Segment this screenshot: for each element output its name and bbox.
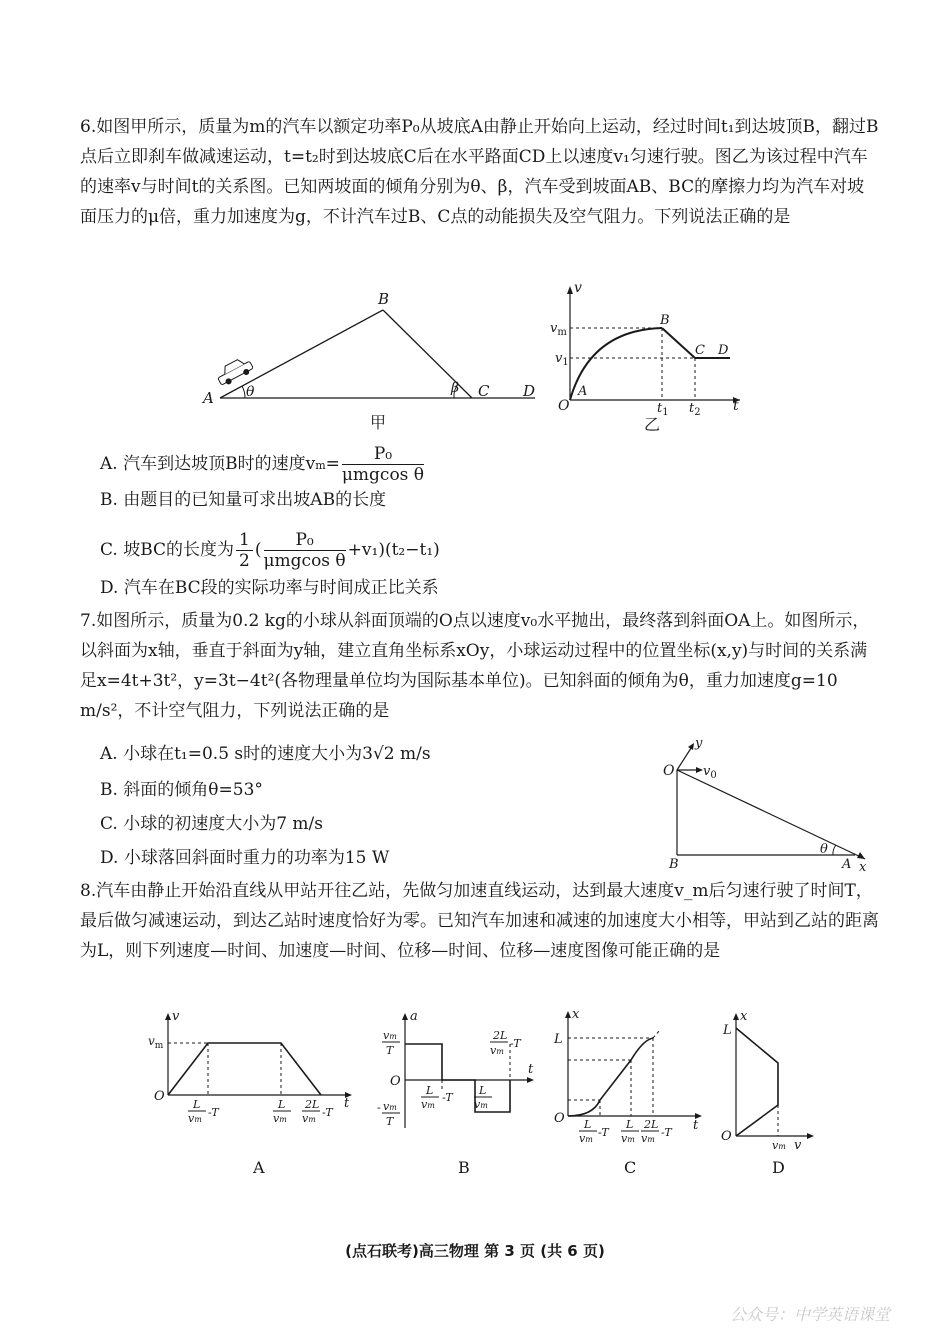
svg-text:t2: $t_2$ — [689, 401, 701, 418]
q8-graph-d — [718, 1009, 818, 1153]
svg-text:O: O — [558, 398, 570, 414]
q8-graph-b — [370, 1010, 540, 1135]
svg-text:y: y — [695, 736, 703, 751]
svg-text:L: L — [626, 1118, 634, 1131]
svg-text:L: L — [554, 1032, 563, 1047]
figure-vt-graph — [550, 280, 750, 418]
svg-text:L: L — [723, 1023, 732, 1038]
svg-text:vm: vm — [579, 1132, 593, 1145]
svg-text:x: x — [859, 860, 867, 875]
svg-text:vm: vm — [273, 1112, 287, 1125]
svg-text:t: t — [733, 398, 739, 414]
svg-text:vm: $v_m$ — [550, 321, 567, 338]
svg-text:T: T — [386, 1044, 394, 1057]
question-6-stem — [80, 112, 880, 232]
q8-label-c: C — [624, 1158, 637, 1177]
svg-text:A: A — [578, 384, 588, 399]
question-8-stem — [80, 876, 880, 966]
q6-option-a: A. 汽车到达坡顶B时的速度vm= $\frac{\text{P₀}}{\text{μmgcos θ}}$ — [100, 444, 425, 485]
svg-text:vm: vm — [474, 1098, 488, 1111]
q7-option-d: D. 小球落回斜面时重力的功率为15 W — [100, 848, 390, 868]
q6-option-b: B. 由题目的已知量可求出坡AB的长度 — [100, 490, 387, 510]
svg-text:vm: vm — [188, 1112, 202, 1125]
svg-text:2L: 2L — [493, 1029, 508, 1042]
svg-text:θ: θ — [820, 842, 828, 857]
svg-text:2L: 2L — [644, 1118, 659, 1131]
watermark: 公众号：中学英语课堂 — [729, 1305, 890, 1324]
svg-text:C: C — [478, 382, 490, 400]
q8-label-d: D — [772, 1158, 785, 1177]
q8-graph-a — [148, 1010, 358, 1130]
fig-b-caption: 乙 — [644, 415, 661, 434]
page-footer: (点石联考)高三物理 第 3 页 (共 6 页) — [345, 1242, 605, 1260]
svg-text:v1: $v_1$ — [555, 351, 569, 368]
q6-text: 6.如图甲所示，质量为m的汽车以额定功率P₀从坡底A由静止开始向上运动，经过时间t₁到达坡顶B，翻过B点后立即刹车做减速运动，t=t₂时到达坡底C后在水平路面CD上以速度v₁匀速行驶。图乙为该过程中汽车的速率v与时间t的关系图。已知两坡面的倾角分别为θ、β，汽车受到坡面AB、BC的摩擦力均为汽车对坡面压力的μ倍，重力加速度为g，不计汽车过B、C点的动能损失及空气阻力。下列说法正确的是 — [80, 117, 879, 227]
svg-text:O: O — [554, 1111, 565, 1126]
svg-text:L: L — [193, 1098, 201, 1111]
svg-text:vm: vm — [383, 1100, 397, 1113]
q8-graph-c — [548, 1008, 708, 1148]
q6-option-c: C. 坡BC的长度为 $\frac{1}{2}$ ( $\frac{\text{P₀}}{\text{μmgcos θ}}$ +v₁)(t₂−t₁) — [100, 530, 440, 571]
q8-text: 8.汽车由静止开始沿直线从甲站开往乙站，先做匀加速直线运动，达到最大速度v_m后匀速行驶了时间T，最后做匀减速运动，到达乙站时速度恰好为零。已知汽车加速和减速的加速度大小相等，甲站到乙站的距离为L，则下列速度—时间、加速度—时间、位移—时间、位移—速度图像可能正确的是 — [80, 881, 879, 961]
svg-text:O: O — [663, 763, 675, 779]
svg-text:v: v — [794, 1138, 802, 1153]
svg-text:L: L — [278, 1098, 286, 1111]
svg-text:θ: θ — [246, 384, 255, 400]
svg-text:v: v — [172, 1009, 180, 1024]
svg-text:D: D — [523, 382, 536, 400]
svg-text:vm: vm — [641, 1132, 655, 1145]
q7-option-a: A. 小球在t₁=0.5 s时的速度大小为3√2 m/s — [100, 744, 431, 764]
svg-text:A: A — [842, 857, 852, 872]
svg-text:L: L — [584, 1118, 592, 1131]
svg-text:L: L — [479, 1084, 487, 1097]
svg-text:x: x — [740, 1009, 748, 1024]
q8-label-b: B — [458, 1158, 470, 1177]
svg-text:C: C — [695, 343, 705, 358]
svg-text:O: O — [390, 1074, 401, 1089]
svg-text:t: t — [344, 1096, 350, 1111]
svg-text:D: D — [718, 343, 729, 358]
svg-text:t1: $t_1$ — [657, 401, 669, 418]
q7-option-c: C. 小球的初速度大小为7 m/s — [100, 814, 324, 834]
figure-incline-projectile — [655, 735, 870, 875]
svg-text:vm: vm — [383, 1029, 397, 1042]
svg-text:L: L — [426, 1084, 434, 1097]
fig-a-caption: 甲 — [370, 413, 387, 432]
svg-text:-T: -T — [208, 1106, 219, 1119]
svg-text:B: B — [660, 313, 670, 328]
svg-text:vm: vm — [421, 1098, 435, 1111]
svg-text:t: t — [528, 1062, 534, 1077]
svg-text:-T: -T — [510, 1037, 521, 1050]
svg-text:A: A — [203, 389, 214, 407]
figure-slope-diagram — [200, 290, 550, 430]
svg-text:T: T — [386, 1115, 394, 1128]
svg-text:O: O — [721, 1129, 732, 1144]
question-7-stem — [80, 606, 880, 726]
svg-text:-T: -T — [598, 1126, 609, 1139]
svg-text:vm: vm — [772, 1139, 786, 1152]
svg-text:v0: $v_0$ — [703, 764, 717, 781]
svg-text:vm: vm — [490, 1044, 504, 1057]
svg-text:vm: $v_m$ — [148, 1034, 164, 1051]
svg-text:-: - — [377, 1101, 381, 1114]
svg-text:O: O — [154, 1089, 165, 1104]
q7-text: 7.如图所示，质量为0.2 kg的小球从斜面顶端的O点以速度v₀水平抛出，最终落到斜面OA上。如图所示，以斜面为x轴，垂直于斜面为y轴，建立直角坐标系xOy，小球运动过程中的位置坐标(x,y)与时间的关系满足x=4t+3t²，y=3t−4t²(各物理量单位均为国际基本单位)。已知斜面的倾角为θ，重力加速度g=10 m/s²，不计空气阻力，下列说法正确的是 — [80, 611, 870, 721]
svg-text:B: B — [378, 290, 390, 308]
svg-text:t: t — [693, 1118, 699, 1133]
q6-option-d: D. 汽车在BC段的实际功率与时间成正比关系 — [100, 578, 439, 598]
svg-text:vm: vm — [621, 1132, 635, 1145]
q8-label-a: A — [253, 1158, 265, 1177]
svg-text:x: x — [572, 1007, 580, 1022]
svg-text:β: β — [451, 380, 460, 396]
svg-text:-T: -T — [661, 1126, 672, 1139]
svg-text:v: v — [574, 280, 582, 296]
svg-text:-T: -T — [442, 1091, 453, 1104]
svg-text:-T: -T — [322, 1106, 333, 1119]
q7-option-b: B. 斜面的倾角θ=53° — [100, 780, 263, 800]
svg-text:vm: vm — [302, 1112, 316, 1125]
svg-text:B: B — [669, 857, 679, 872]
svg-text:2L: 2L — [305, 1098, 320, 1111]
svg-text:a: a — [410, 1009, 418, 1024]
